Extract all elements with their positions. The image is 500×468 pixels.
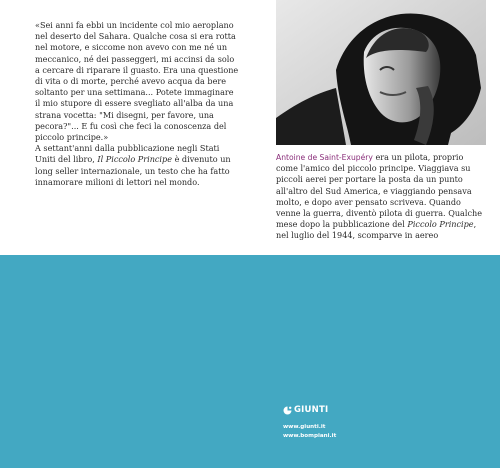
blue-panel — [0, 255, 500, 468]
logo-text: GIUNTI — [294, 405, 329, 415]
publisher-urls — [283, 423, 336, 441]
bompiani-url: www.bompiani.it — [283, 433, 337, 439]
author-photo — [276, 0, 486, 145]
giunti-url: www.giunti.it — [283, 424, 326, 430]
author-bio — [276, 152, 486, 242]
author-portrait-image — [276, 0, 486, 145]
book-description — [35, 143, 240, 188]
author-name: Antoine de Saint-Exupéry — [276, 153, 373, 162]
book-quote: «Sei anni fa ebbi un incidente col mio aeroplano nel deserto del Sahara. Qualche cosa si era rotta nel motore, e siccome non avevo con me né un meccanico, né dei passeggeri, mi accinsi da solo a cercare di riparare il guasto. Era una questione di vita o di morte, perché avevo acqua da bere soltanto per una settimana... Potete immaginare il mio stupore di essere svegliato all'alba da una strana vocetta: "Mi disegni, per favore, una pecora?"... E fu così che feci la conoscenza del piccolo principe.» — [35, 20, 239, 143]
description-text-end: è divenuto un long seller internazionale, un testo che ha fatto innamorare milioni di lettori nel mondo. — [35, 154, 231, 187]
description-text-start: A settant'anni dalla pubblicazione negli Stati Uniti del libro, — [35, 143, 220, 165]
bio-book-title: Piccolo Principe — [407, 219, 474, 230]
bio-text-end: , nel luglio del 1944, scomparve in aereo — [276, 219, 477, 241]
giunti-logo-icon — [283, 406, 292, 415]
book-title: Il Piccolo Principe — [97, 154, 172, 165]
publisher-logo — [283, 405, 343, 417]
synopsis-column — [35, 20, 240, 188]
bio-text-start: era un pilota, proprio come l'amico del piccolo principe. Viaggiava su piccoli aerei per portare la posta da un punto all'altro del Sud America, e viaggiando pensava molto, e dopo aver pensato scriveva. Quando venne la guerra, diventò pilota di guerra. Qualche mese dopo la pubblicazione del — [276, 152, 482, 230]
